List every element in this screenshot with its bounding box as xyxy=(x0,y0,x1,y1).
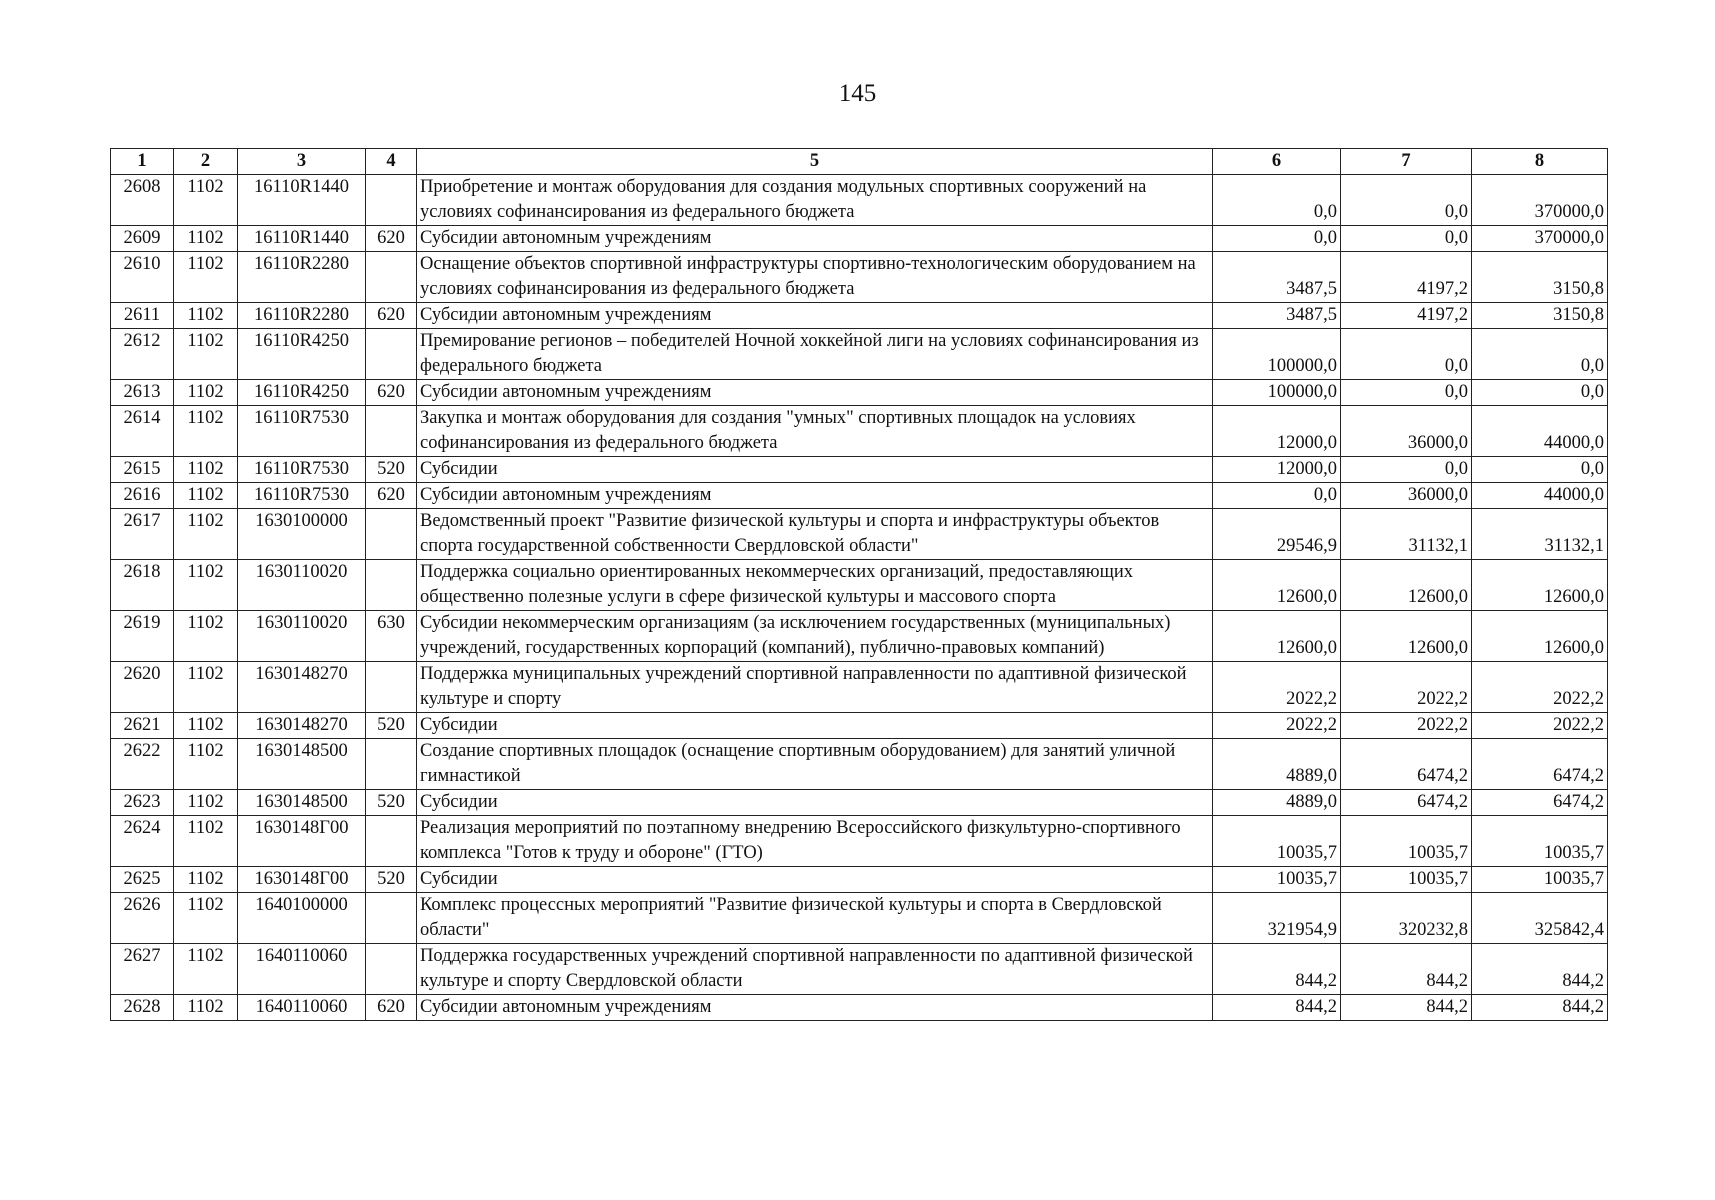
expense-type-cell xyxy=(366,816,417,867)
description-cell: Приобретение и монтаж оборудования для создания модульных спортивных сооружений на условиях софинансирования из федерального бюджета xyxy=(417,175,1213,226)
description-cell: Субсидии автономным учреждениям xyxy=(417,483,1213,509)
amount-year1-cell: 29546,9 xyxy=(1213,509,1341,560)
amount-year3-cell: 12600,0 xyxy=(1472,611,1608,662)
table-row xyxy=(111,560,1608,611)
description-cell: Ведомственный проект "Развитие физической культуры и спорта и инфраструктуры объектов спорта государственной собственности Свердловской области" xyxy=(417,509,1213,560)
section-code-cell: 1102 xyxy=(174,252,238,303)
amount-year1-cell: 100000,0 xyxy=(1213,329,1341,380)
row-number-cell: 2625 xyxy=(111,867,174,893)
expense-type-cell: 620 xyxy=(366,226,417,252)
description-cell: Премирование регионов – победителей Ночной хоккейной лиги на условиях софинансирования из федерального бюджета xyxy=(417,329,1213,380)
amount-year3-cell: 2022,2 xyxy=(1472,713,1608,739)
amount-year3-cell: 6474,2 xyxy=(1472,790,1608,816)
amount-year2-cell: 0,0 xyxy=(1341,329,1472,380)
description-cell: Субсидии автономным учреждениям xyxy=(417,995,1213,1021)
target-article-cell: 1630100000 xyxy=(238,509,366,560)
amount-year2-cell: 2022,2 xyxy=(1341,662,1472,713)
amount-year3-cell: 0,0 xyxy=(1472,329,1608,380)
section-code-cell: 1102 xyxy=(174,457,238,483)
amount-year1-cell: 100000,0 xyxy=(1213,380,1341,406)
amount-year3-cell: 3150,8 xyxy=(1472,252,1608,303)
description-cell: Закупка и монтаж оборудования для создания "умных" спортивных площадок на условиях софинансирования из федерального бюджета xyxy=(417,406,1213,457)
description-cell: Субсидии автономным учреждениям xyxy=(417,380,1213,406)
target-article-cell: 16110R2280 xyxy=(238,252,366,303)
amount-year2-cell: 0,0 xyxy=(1341,380,1472,406)
expense-type-cell xyxy=(366,406,417,457)
table-row xyxy=(111,457,1608,483)
table-row xyxy=(111,893,1608,944)
expense-type-cell: 520 xyxy=(366,713,417,739)
section-code-cell: 1102 xyxy=(174,483,238,509)
page-number: 145 xyxy=(838,80,877,107)
target-article-cell: 16110R4250 xyxy=(238,380,366,406)
description-cell: Субсидии xyxy=(417,790,1213,816)
table-row xyxy=(111,611,1608,662)
expense-type-cell xyxy=(366,175,417,226)
row-number-cell: 2615 xyxy=(111,457,174,483)
amount-year3-cell: 10035,7 xyxy=(1472,867,1608,893)
description-cell: Субсидии автономным учреждениям xyxy=(417,226,1213,252)
amount-year2-cell: 12600,0 xyxy=(1341,560,1472,611)
section-code-cell: 1102 xyxy=(174,739,238,790)
section-code-cell: 1102 xyxy=(174,380,238,406)
row-number-cell: 2610 xyxy=(111,252,174,303)
expense-type-cell xyxy=(366,662,417,713)
row-number-cell: 2621 xyxy=(111,713,174,739)
target-article-cell: 1640110060 xyxy=(238,944,366,995)
table-row xyxy=(111,329,1608,380)
amount-year2-cell: 6474,2 xyxy=(1341,739,1472,790)
amount-year2-cell: 10035,7 xyxy=(1341,867,1472,893)
row-number-cell: 2624 xyxy=(111,816,174,867)
row-number-cell: 2628 xyxy=(111,995,174,1021)
row-number-cell: 2616 xyxy=(111,483,174,509)
amount-year2-cell: 0,0 xyxy=(1341,226,1472,252)
amount-year3-cell: 44000,0 xyxy=(1472,406,1608,457)
table-row xyxy=(111,790,1608,816)
row-number-cell: 2609 xyxy=(111,226,174,252)
description-cell: Создание спортивных площадок (оснащение спортивным оборудованием) для занятий уличной гимнастикой xyxy=(417,739,1213,790)
row-number-cell: 2626 xyxy=(111,893,174,944)
amount-year2-cell: 6474,2 xyxy=(1341,790,1472,816)
header-cell: 3 xyxy=(238,149,366,175)
section-code-cell: 1102 xyxy=(174,816,238,867)
expense-type-cell xyxy=(366,560,417,611)
amount-year3-cell: 370000,0 xyxy=(1472,175,1608,226)
table-row xyxy=(111,509,1608,560)
amount-year3-cell: 3150,8 xyxy=(1472,303,1608,329)
target-article-cell: 1630148270 xyxy=(238,713,366,739)
amount-year1-cell: 844,2 xyxy=(1213,995,1341,1021)
section-code-cell: 1102 xyxy=(174,662,238,713)
amount-year1-cell: 4889,0 xyxy=(1213,790,1341,816)
row-number-cell: 2608 xyxy=(111,175,174,226)
expense-type-cell: 620 xyxy=(366,303,417,329)
row-number-cell: 2617 xyxy=(111,509,174,560)
section-code-cell: 1102 xyxy=(174,406,238,457)
amount-year2-cell: 36000,0 xyxy=(1341,483,1472,509)
section-code-cell: 1102 xyxy=(174,329,238,380)
expense-type-cell xyxy=(366,944,417,995)
amount-year1-cell: 321954,9 xyxy=(1213,893,1341,944)
table-row xyxy=(111,739,1608,790)
expense-type-cell: 520 xyxy=(366,457,417,483)
description-cell: Субсидии автономным учреждениям xyxy=(417,303,1213,329)
row-number-cell: 2612 xyxy=(111,329,174,380)
target-article-cell: 16110R7530 xyxy=(238,457,366,483)
section-code-cell: 1102 xyxy=(174,560,238,611)
amount-year2-cell: 2022,2 xyxy=(1341,713,1472,739)
header-cell: 6 xyxy=(1213,149,1341,175)
expense-type-cell xyxy=(366,893,417,944)
expense-type-cell: 520 xyxy=(366,867,417,893)
row-number-cell: 2611 xyxy=(111,303,174,329)
description-cell: Субсидии xyxy=(417,867,1213,893)
target-article-cell: 1630148500 xyxy=(238,739,366,790)
description-cell: Комплекс процессных мероприятий "Развитие физической культуры и спорта в Свердловской области" xyxy=(417,893,1213,944)
expense-type-cell: 620 xyxy=(366,483,417,509)
amount-year2-cell: 844,2 xyxy=(1341,944,1472,995)
section-code-cell: 1102 xyxy=(174,611,238,662)
amount-year1-cell: 10035,7 xyxy=(1213,867,1341,893)
description-cell: Поддержка муниципальных учреждений спортивной направленности по адаптивной физической культуре и спорту xyxy=(417,662,1213,713)
section-code-cell: 1102 xyxy=(174,509,238,560)
table-body xyxy=(111,175,1608,1021)
amount-year2-cell: 4197,2 xyxy=(1341,252,1472,303)
table-row xyxy=(111,662,1608,713)
row-number-cell: 2614 xyxy=(111,406,174,457)
section-code-cell: 1102 xyxy=(174,303,238,329)
amount-year2-cell: 12600,0 xyxy=(1341,611,1472,662)
table-row xyxy=(111,995,1608,1021)
table-row xyxy=(111,380,1608,406)
expense-type-cell: 630 xyxy=(366,611,417,662)
amount-year2-cell: 0,0 xyxy=(1341,457,1472,483)
amount-year3-cell: 0,0 xyxy=(1472,457,1608,483)
target-article-cell: 1630110020 xyxy=(238,560,366,611)
section-code-cell: 1102 xyxy=(174,995,238,1021)
target-article-cell: 1630148Г00 xyxy=(238,867,366,893)
row-number-cell: 2613 xyxy=(111,380,174,406)
expense-type-cell: 620 xyxy=(366,995,417,1021)
description-cell: Поддержка социально ориентированных некоммерческих организаций, предоставляющих общественно полезные услуги в сфере физической культуры и массового спорта xyxy=(417,560,1213,611)
amount-year1-cell: 3487,5 xyxy=(1213,303,1341,329)
expense-type-cell xyxy=(366,329,417,380)
header-cell: 2 xyxy=(174,149,238,175)
expense-type-cell xyxy=(366,739,417,790)
amount-year2-cell: 844,2 xyxy=(1341,995,1472,1021)
target-article-cell: 16110R4250 xyxy=(238,329,366,380)
table-row xyxy=(111,406,1608,457)
description-cell: Поддержка государственных учреждений спортивной направленности по адаптивной физической культуре и спорту Свердловской области xyxy=(417,944,1213,995)
header-cell: 8 xyxy=(1472,149,1608,175)
table-row xyxy=(111,226,1608,252)
amount-year3-cell: 325842,4 xyxy=(1472,893,1608,944)
section-code-cell: 1102 xyxy=(174,867,238,893)
expense-type-cell xyxy=(366,252,417,303)
amount-year1-cell: 3487,5 xyxy=(1213,252,1341,303)
row-number-cell: 2622 xyxy=(111,739,174,790)
table-row xyxy=(111,944,1608,995)
target-article-cell: 1630148500 xyxy=(238,790,366,816)
amount-year2-cell: 31132,1 xyxy=(1341,509,1472,560)
amount-year2-cell: 0,0 xyxy=(1341,175,1472,226)
target-article-cell: 1640100000 xyxy=(238,893,366,944)
description-cell: Субсидии некоммерческим организациям (за исключением государственных (муниципальных) учреждений, государственных корпораций (компаний), публично-правовых компаний) xyxy=(417,611,1213,662)
expense-type-cell xyxy=(366,509,417,560)
row-number-cell: 2623 xyxy=(111,790,174,816)
amount-year3-cell: 844,2 xyxy=(1472,944,1608,995)
amount-year1-cell: 12000,0 xyxy=(1213,457,1341,483)
amount-year2-cell: 10035,7 xyxy=(1341,816,1472,867)
amount-year3-cell: 0,0 xyxy=(1472,380,1608,406)
target-article-cell: 16110R1440 xyxy=(238,175,366,226)
amount-year2-cell: 36000,0 xyxy=(1341,406,1472,457)
amount-year1-cell: 10035,7 xyxy=(1213,816,1341,867)
amount-year3-cell: 2022,2 xyxy=(1472,662,1608,713)
amount-year1-cell: 0,0 xyxy=(1213,226,1341,252)
amount-year1-cell: 844,2 xyxy=(1213,944,1341,995)
amount-year1-cell: 2022,2 xyxy=(1213,713,1341,739)
table-row xyxy=(111,713,1608,739)
amount-year1-cell: 0,0 xyxy=(1213,175,1341,226)
amount-year1-cell: 12600,0 xyxy=(1213,611,1341,662)
amount-year1-cell: 4889,0 xyxy=(1213,739,1341,790)
amount-year2-cell: 320232,8 xyxy=(1341,893,1472,944)
section-code-cell: 1102 xyxy=(174,944,238,995)
expense-type-cell: 520 xyxy=(366,790,417,816)
description-cell: Субсидии xyxy=(417,457,1213,483)
description-cell: Оснащение объектов спортивной инфраструктуры спортивно-технологическим оборудованием на условиях софинансирования из федерального бюджета xyxy=(417,252,1213,303)
amount-year2-cell: 4197,2 xyxy=(1341,303,1472,329)
description-cell: Реализация мероприятий по поэтапному внедрению Всероссийского физкультурно-спортивного комплекса "Готов к труду и обороне" (ГТО) xyxy=(417,816,1213,867)
amount-year1-cell: 2022,2 xyxy=(1213,662,1341,713)
row-number-cell: 2618 xyxy=(111,560,174,611)
amount-year1-cell: 12600,0 xyxy=(1213,560,1341,611)
section-code-cell: 1102 xyxy=(174,893,238,944)
header-cell: 4 xyxy=(366,149,417,175)
amount-year3-cell: 31132,1 xyxy=(1472,509,1608,560)
row-number-cell: 2620 xyxy=(111,662,174,713)
target-article-cell: 16110R2280 xyxy=(238,303,366,329)
row-number-cell: 2619 xyxy=(111,611,174,662)
amount-year1-cell: 0,0 xyxy=(1213,483,1341,509)
section-code-cell: 1102 xyxy=(174,790,238,816)
table-row xyxy=(111,252,1608,303)
target-article-cell: 1640110060 xyxy=(238,995,366,1021)
target-article-cell: 1630110020 xyxy=(238,611,366,662)
amount-year3-cell: 844,2 xyxy=(1472,995,1608,1021)
amount-year3-cell: 370000,0 xyxy=(1472,226,1608,252)
header-cell: 7 xyxy=(1341,149,1472,175)
table-row xyxy=(111,867,1608,893)
budget-table xyxy=(110,148,1608,1021)
header-cell: 5 xyxy=(417,149,1213,175)
table-row xyxy=(111,483,1608,509)
amount-year3-cell: 10035,7 xyxy=(1472,816,1608,867)
header-row xyxy=(111,149,1608,175)
target-article-cell: 1630148270 xyxy=(238,662,366,713)
amount-year1-cell: 12000,0 xyxy=(1213,406,1341,457)
table-row xyxy=(111,303,1608,329)
section-code-cell: 1102 xyxy=(174,175,238,226)
table-row xyxy=(111,816,1608,867)
header-cell: 1 xyxy=(111,149,174,175)
target-article-cell: 16110R7530 xyxy=(238,406,366,457)
section-code-cell: 1102 xyxy=(174,713,238,739)
amount-year3-cell: 6474,2 xyxy=(1472,739,1608,790)
target-article-cell: 1630148Г00 xyxy=(238,816,366,867)
amount-year3-cell: 12600,0 xyxy=(1472,560,1608,611)
amount-year3-cell: 44000,0 xyxy=(1472,483,1608,509)
row-number-cell: 2627 xyxy=(111,944,174,995)
description-cell: Субсидии xyxy=(417,713,1213,739)
section-code-cell: 1102 xyxy=(174,226,238,252)
table-row xyxy=(111,175,1608,226)
target-article-cell: 16110R1440 xyxy=(238,226,366,252)
expense-type-cell: 620 xyxy=(366,380,417,406)
target-article-cell: 16110R7530 xyxy=(238,483,366,509)
